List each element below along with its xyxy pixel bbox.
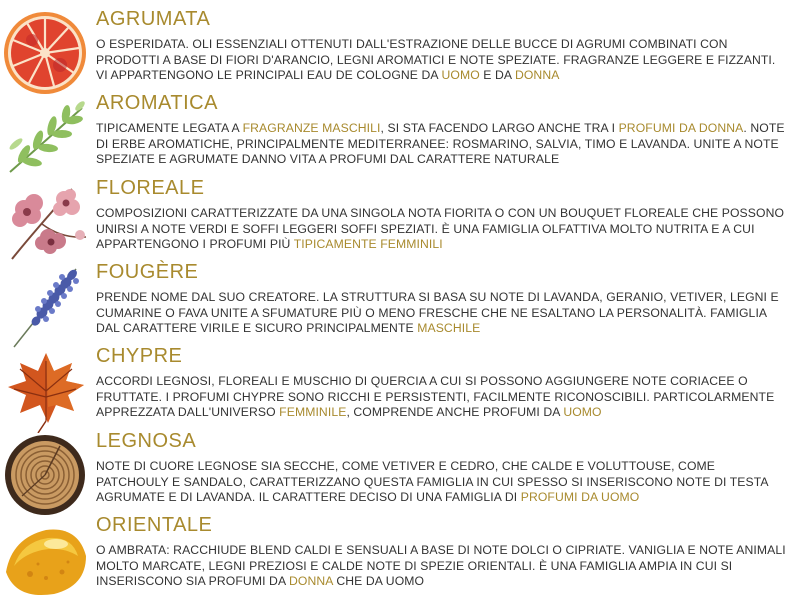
family-orientale (0, 514, 800, 598)
family-fougere (0, 261, 800, 345)
description-text: O ESPERIDATA. OLI ESSENZIALI OTTENUTI DALL'ESTRAZIONE DELLE BUCCE DI AGRUMI COMBINATI CON PRODOTTI A BASE DI FIORI D'ARANCIO, LEGNI AROMATICI E NOTE SPEZIATE. FRAGRANZE LEGGERE E FIZZANTI. VI APPARTENGONO LE PRINCIPALI EAU DE COLOGNE DA (96, 37, 776, 83)
description-text: COMPOSIZIONI CARATTERIZZATE DA UNA SINGOLA NOTA FIORITA O CON UN BOUQUET FLOREALE CHE POSSONO UNIRSI A NOTE VERDI E SOFFI LEGGERI SOFFI SPEZIATI. È UNA FAMIGLIA OLFATTIVA MOLTO NUTRITA E A CUI APPARTENGONO I PROFUMI PIÙ (96, 206, 785, 252)
blood-orange-slice-icon (2, 10, 88, 96)
family-title: CHYPRE (96, 345, 183, 367)
family-title: ORIENTALE (96, 514, 213, 536)
family-title: AROMATICA (96, 92, 218, 114)
description-text: ACCORDI LEGNOSI, FLOREALI E MUSCHIO DI QUERCIA A CUI SI POSSONO AGGIUNGERE NOTE CORIACEE O FRUTTATE. I PROFUMI CHYPRE SONO RICCHI E PERSISTENTI, FACILMENTE RICONOSCIBILI. PARTICOLARMENTE APPREZZATA DALL'UNIVERSO (96, 374, 775, 420)
description-text: E DA (479, 68, 515, 83)
family-title: FOUGÈRE (96, 261, 199, 283)
herb-sprig-icon (2, 94, 88, 180)
wood-log-slice-icon (2, 432, 88, 518)
highlight-text: FEMMINILE (279, 405, 347, 420)
family-chypre (0, 345, 800, 429)
family-description (96, 543, 790, 590)
highlight-text: UOMO (563, 405, 602, 420)
description-text: PRENDE NOME DAL SUO CREATORE. LA STRUTTURA SI BASA SU NOTE DI LAVANDA, GERANIO, VETIVER, LEGNI E CUMARINE O FAVA UNITE A SFUMATURE PIÙ O MENO FRESCHE CHE NE ESALTANO LA PERSONALITÀ. FAMIGLIA DAL CARATTERE VIRILE E SICURO PRINCIPALMENTE (96, 290, 779, 336)
description-text: , COMPRENDE ANCHE PROFUMI DA (346, 405, 564, 420)
highlight-text: FRAGRANZE MASCHILI (242, 121, 381, 135)
description-text: . NOTE DI ERBE AROMATICHE, PRINCIPALMENTE MEDITERRANEE: ROSMARINO, SALVIA, TIMO E LAVANDA. UNITE A NOTE SPEZIATE E AGRUMATE DANNO VITA A PROFUMI DAL CARATTERE NATURALE (96, 121, 785, 167)
amber-stone-icon (2, 516, 88, 602)
highlight-text: TIPICAMENTE FEMMINILI (293, 237, 443, 252)
highlight-text: UOMO (441, 68, 480, 83)
description-text: , SI STA FACENDO LARGO ANCHE TRA I (380, 121, 619, 135)
autumn-leaf-icon (2, 347, 88, 433)
family-aromatica (0, 92, 800, 176)
family-agrumata (0, 8, 800, 92)
highlight-text: DONNA (289, 574, 333, 589)
family-title: LEGNOSA (96, 430, 197, 452)
highlight-text: DONNA (514, 68, 560, 83)
family-description (96, 290, 790, 337)
description-text: NOTE DI CUORE LEGNOSE SIA SECCHE, COME VETIVER E CEDRO, CHE CALDE E VOLUTTOUSE, COME PATCHOULY E SANDALO, CARATTERIZZANO QUESTA FAMIGLIA IN CUI SPESSO SI INSERISCONO NOTE DI TESTA AGRUMATE E DI LAVANDA. IL CARATTERE DECISO DI UNA FAMIGLIA DI (96, 459, 768, 505)
description-text: O AMBRATA: RACCHIUDE BLEND CALDI E SENSUALI A BASE DI NOTE DOLCI O CIPRIATE. VANIGLIA E NOTE ANIMALI MOLTO MARCATE, LEGNI PREZIOSI E CALDE NOTE DI SPEZIE ORIENTALI. È UNA FAMIGLIA AMPIA IN CUI SI INSERISCONO SIA PROFUMI DA (96, 543, 786, 589)
highlight-text: MASCHILE (417, 321, 481, 336)
description-text: CHE DA UOMO (332, 574, 425, 589)
family-description (96, 206, 790, 253)
description-text: TIPICAMENTE LEGATA A (96, 121, 243, 135)
family-description (96, 37, 790, 84)
highlight-text: PROFUMI DA UOMO (520, 490, 640, 505)
family-title: FLOREALE (96, 177, 205, 199)
family-floreale (0, 177, 800, 261)
family-description (96, 374, 790, 421)
family-description (96, 121, 790, 168)
family-description (96, 459, 790, 506)
highlight-text: PROFUMI DA DONNA (618, 121, 744, 135)
lavender-sprig-icon (2, 263, 88, 349)
pink-flowers-icon (2, 179, 88, 265)
family-legnosa (0, 430, 800, 514)
family-title: AGRUMATA (96, 8, 211, 30)
